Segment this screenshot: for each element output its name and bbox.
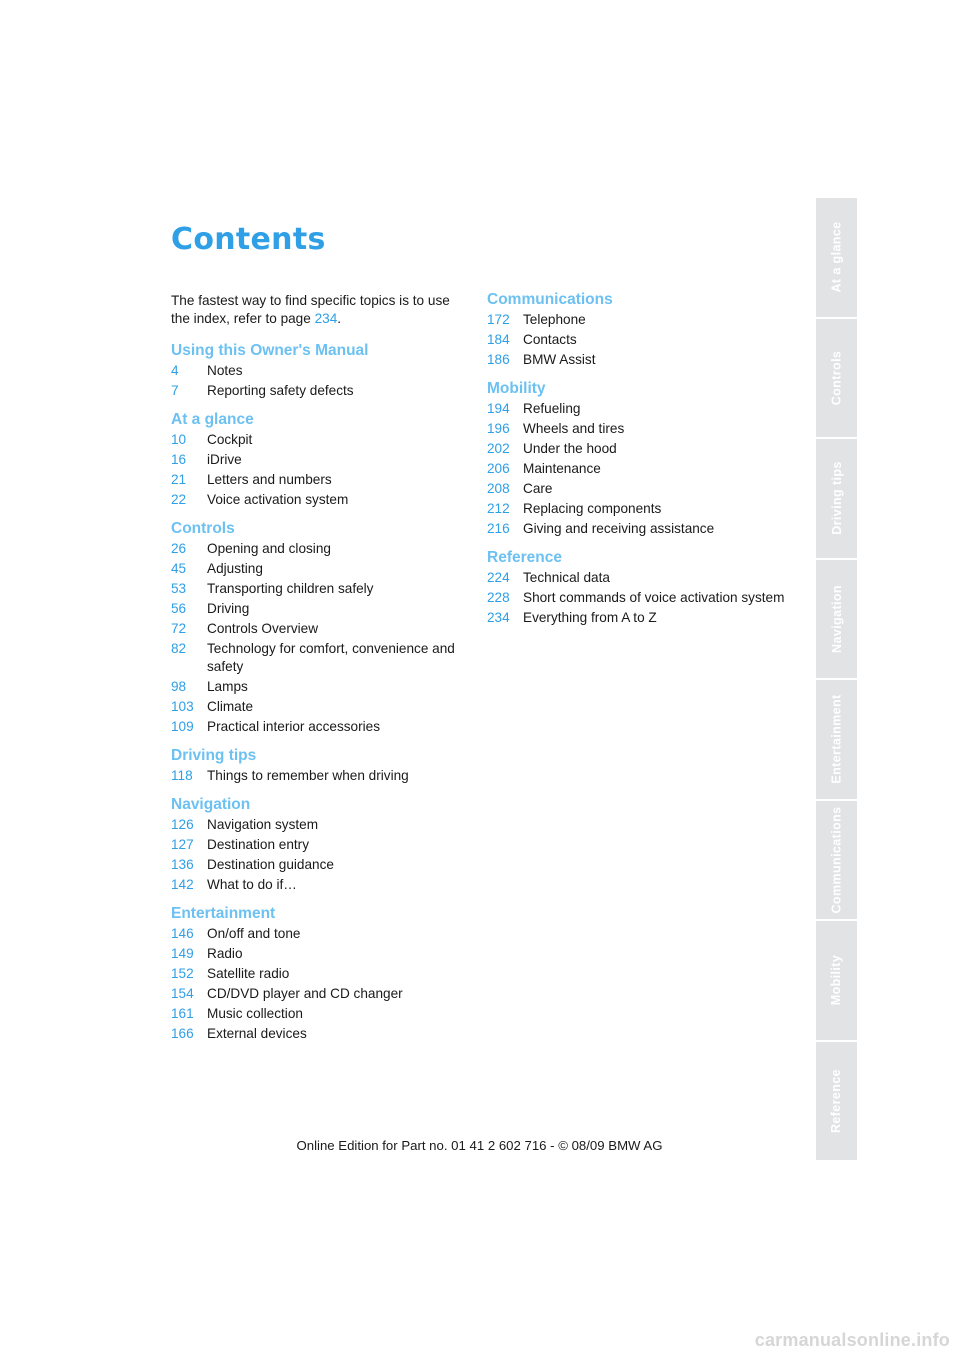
intro-text: The fastest way to find specific topics is to use the index, refer to page [171,293,450,326]
toc-entry[interactable] [171,471,471,491]
tab-label: Entertainment [829,694,844,784]
tab-label: Mobility [829,955,844,1006]
toc-page-number[interactable]: 109 [171,719,194,734]
toc-entry[interactable] [171,580,471,600]
section-title: Entertainment [171,905,276,922]
section-at-a-glance [171,411,471,511]
toc-entry-label: Satellite radio [207,966,290,981]
toc-entry-label: Radio [207,946,243,961]
toc-entry[interactable] [171,431,471,451]
section-reference [487,549,787,629]
toc-entry-label: Letters and numbers [207,472,332,487]
toc-entry-label: Wheels and tires [523,421,625,436]
section-title: Using this Owner's Manual [171,342,369,359]
toc-entry-label: Technical data [523,570,610,585]
toc-entry-label: External devices [207,1026,307,1041]
toc-entry[interactable] [487,589,787,609]
toc-entry[interactable] [487,311,787,331]
section-controls [171,520,471,738]
toc-page-number[interactable]: 161 [171,1006,194,1021]
tab-label: Controls [829,350,844,406]
section-driving-tips [171,747,471,787]
toc-entry[interactable] [171,876,471,896]
watermark-logo: carmanualsonline.info [754,1330,950,1350]
toc-page-number[interactable]: 184 [487,332,510,347]
section-title: Mobility [487,380,546,397]
toc-entry[interactable] [171,600,471,620]
toc-entry[interactable] [171,985,471,1005]
toc-entry[interactable] [487,480,787,500]
section-using-this-owner-s-manual [171,342,471,402]
toc-page-number[interactable]: 194 [487,401,510,416]
chapter-tabs-sidebar [816,198,857,1160]
toc-entry[interactable] [487,500,787,520]
toc-entry-label: Reporting safety defects [207,383,354,398]
toc-entry-label: Adjusting [207,561,263,576]
tab-label: Reference [829,1068,844,1133]
toc-entry-label: Climate [207,699,254,714]
toc-entry[interactable] [487,420,787,440]
toc-page-number[interactable]: 21 [171,472,187,487]
toc-entry[interactable] [171,362,471,382]
toc-entry[interactable] [171,945,471,965]
toc-page-number[interactable]: 146 [171,926,194,941]
toc-page-number[interactable]: 22 [171,492,187,507]
tab-label: Navigation [829,584,844,653]
toc-entry-label: On/off and tone [207,926,301,941]
toc-page-number[interactable]: 228 [487,590,510,605]
toc-entry-label: Controls Overview [207,621,319,636]
toc-entry-label: CD/DVD player and CD changer [207,986,403,1001]
toc-entry-label: Destination entry [207,837,310,852]
toc-entry[interactable] [171,560,471,580]
section-title: At a glance [171,411,254,428]
toc-page-number[interactable]: 208 [487,481,510,496]
tab-at-a-glance[interactable] [816,198,857,319]
tab-entertainment[interactable] [816,680,857,801]
tab-label: Communications [829,806,844,914]
toc-page-number[interactable]: 103 [171,699,194,714]
section-title: Controls [171,520,235,537]
tab-communications[interactable] [816,801,857,922]
toc-entry-label: Transporting children safely [207,581,374,596]
toc-entry[interactable] [171,767,471,787]
toc-entry[interactable] [487,520,787,540]
section-title: Navigation [171,796,251,813]
toc-page-number[interactable]: 186 [487,352,510,367]
section-communications [487,291,787,371]
toc-entry-label: Telephone [523,312,586,327]
toc-entry-label: What to do if… [207,877,297,892]
tab-label: Driving tips [829,461,844,536]
toc-page-number[interactable]: 224 [487,570,510,585]
toc-entry[interactable] [171,678,471,698]
toc-page-number[interactable]: 149 [171,946,194,961]
toc-page-number[interactable]: 206 [487,461,510,476]
toc-entry[interactable] [487,351,787,371]
toc-entry-label: Everything from A to Z [523,610,657,625]
toc-entry[interactable] [171,382,471,402]
toc-entry[interactable] [487,460,787,480]
toc-entry-label: Care [523,481,553,496]
toc-page-number[interactable]: 72 [171,621,187,636]
toc-entry[interactable] [171,1025,471,1045]
toc-page-number[interactable]: 82 [171,641,187,656]
toc-entry[interactable] [171,491,471,511]
toc-page-number[interactable]: 26 [171,541,187,556]
toc-page-number[interactable]: 53 [171,581,187,596]
toc-entry-label: Replacing components [523,501,662,516]
toc-entry-label: Opening and closing [207,541,331,556]
toc-entry-label: Things to remember when driving [207,768,409,783]
toc-page-number[interactable]: 16 [171,452,187,467]
toc-entry-label: Music collection [207,1006,303,1021]
toc-entry[interactable] [487,400,787,420]
right-sections [487,291,787,629]
toc-page-number[interactable]: 212 [487,501,510,516]
toc-page-number[interactable]: 154 [171,986,194,1001]
contents-left-column [171,290,471,1045]
toc-entry[interactable] [171,965,471,985]
toc-page-number[interactable]: 166 [171,1026,194,1041]
toc-entry-label: Short commands of voice activation system [523,590,785,605]
toc-entry-label: Driving [207,601,250,616]
intro-paragraph [171,292,471,328]
toc-page-number[interactable]: 4 [171,363,179,378]
toc-entry[interactable] [171,856,471,876]
toc-entry[interactable] [171,451,471,471]
tab-navigation[interactable] [816,560,857,681]
toc-entry[interactable] [171,620,471,640]
toc-entry-label: Giving and receiving assistance [523,521,715,536]
toc-entry[interactable] [171,540,471,560]
toc-entry-label: Navigation system [207,817,319,832]
toc-entry-label: Technology for comfort, convenience and safety [207,641,455,674]
left-sections [171,342,471,1045]
toc-page-number[interactable]: 126 [171,817,194,832]
toc-page-number[interactable]: 10 [171,432,187,447]
section-title: Communications [487,291,613,308]
toc-entry-label: Maintenance [523,461,601,476]
toc-entry[interactable] [487,609,787,629]
toc-entry[interactable] [487,440,787,460]
toc-page-number[interactable]: 196 [487,421,510,436]
toc-page-number[interactable]: 118 [171,768,193,783]
toc-page-number[interactable]: 216 [487,521,510,536]
toc-page-number[interactable]: 56 [171,601,187,616]
toc-entry-label: Destination guidance [207,857,334,872]
toc-entry-label: iDrive [207,452,242,467]
section-entertainment [171,905,471,1045]
contents-right-column [487,290,787,629]
tab-driving-tips[interactable] [816,439,857,560]
tab-controls[interactable] [816,319,857,440]
toc-page-number[interactable]: 142 [171,877,194,892]
toc-entry-label: Refueling [523,401,581,416]
toc-entry-label: Voice activation system [207,492,349,507]
toc-page-number[interactable]: 202 [487,441,510,456]
tab-label: At a glance [829,221,844,293]
page-title: Contents [171,222,326,257]
toc-entry[interactable] [487,569,787,589]
toc-entry[interactable] [171,816,471,836]
toc-entry[interactable] [171,718,471,738]
toc-entry-label: Under the hood [523,441,617,456]
toc-entry-label: Practical interior accessories [207,719,381,734]
toc-page-number[interactable]: 98 [171,679,187,694]
tab-mobility[interactable] [816,921,857,1042]
toc-entry[interactable] [171,698,471,718]
toc-entry-label: Cockpit [207,432,253,447]
toc-entry[interactable] [171,836,471,856]
toc-page-number[interactable]: 234 [487,610,510,625]
toc-entry-label: Lamps [207,679,248,694]
toc-page-number[interactable]: 136 [171,857,194,872]
toc-entry[interactable] [171,1005,471,1025]
index-page-link[interactable]: 234 [314,311,338,326]
toc-page-number[interactable]: 127 [171,837,194,852]
section-navigation [171,796,471,896]
toc-entry-label: BMW Assist [523,352,596,367]
toc-entry-label: Notes [207,363,243,378]
toc-entry[interactable] [171,640,471,678]
toc-page-number[interactable]: 45 [171,561,187,576]
toc-entry[interactable] [487,331,787,351]
intro-end: . [337,311,342,326]
section-title: Reference [487,549,562,566]
toc-page-number[interactable]: 7 [171,383,179,398]
section-title: Driving tips [171,747,257,764]
section-mobility [487,380,787,540]
toc-page-number[interactable]: 152 [171,966,194,981]
toc-entry[interactable] [171,925,471,945]
toc-page-number[interactable]: 172 [487,312,510,327]
footer-edition: Online Edition for Part no. 01 41 2 602 716 - © 08/09 BMW AG [296,1138,663,1153]
toc-entry-label: Contacts [523,332,577,347]
